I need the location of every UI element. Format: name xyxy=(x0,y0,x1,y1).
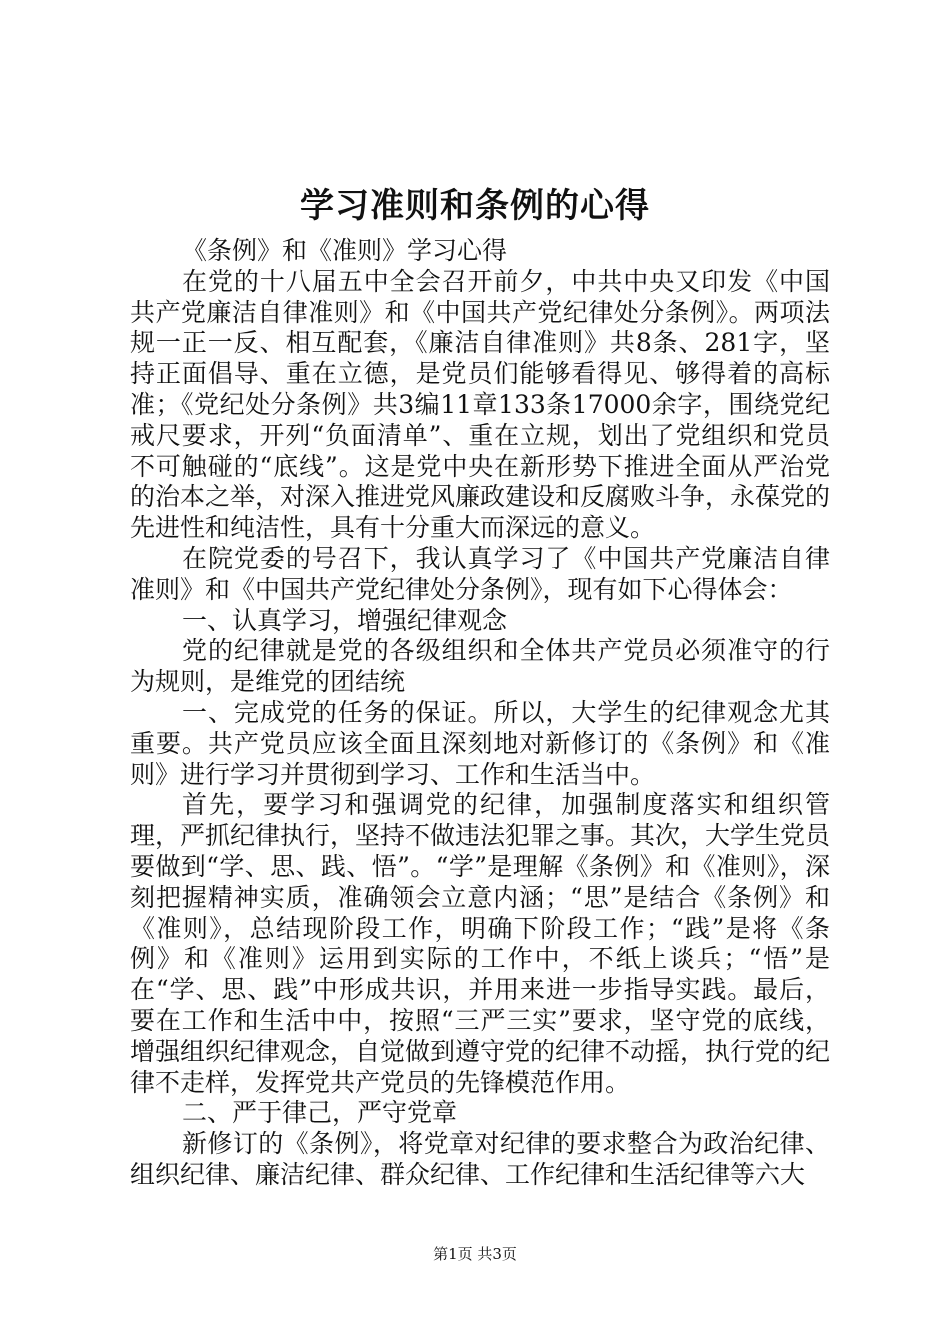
page-number: 第1页 共3页 xyxy=(433,1245,517,1263)
paragraph-guarantee: 一、完成党的任务的保证。所以，大学生的纪律观念尤其重要。共产党员应该全面且深刻地对新修订的《条例》和《准则》进行学习并贯彻到学习、工作和生活当中。 xyxy=(130,697,830,789)
paragraph-subtitle: 《条例》和《准则》学习心得 xyxy=(182,236,508,265)
document-body xyxy=(130,236,830,1191)
paragraph-discipline: 党的纪律就是党的各级组织和全体共产党员必须准守的行为规则，是维党的团结统 xyxy=(130,636,830,697)
section-heading-1: 一、认真学习，增强纪律观念 xyxy=(182,605,508,635)
paragraph-intro: 在党的十八届五中全会召开前夕，中共中央又印发《中国共产党廉洁自律准则》和《中国共产党纪律处分条例》。两项法规一正一反、相互配套，《廉洁自律准则》共8条、281字，坚持正面倡导、重在立德，是党员们能够看得见、够得着的高标准；《党纪处分条例》共3编11章133条17000余字，围绕党纪戒尺要求，开列“负面清单”、重在立规，划出了党组织和党员不可触碰的“底线”。这是党中央在新形势下推进全面从严治党的治本之举，对深入推进党风廉政建设和反腐败斗争，永葆党的先进性和纯洁性，具有十分重大而深远的意义。 xyxy=(130,266,831,543)
paragraph-revised: 新修订的《条例》，将党章对纪律的要求整合为政治纪律、组织纪律、廉洁纪律、群众纪律、工作纪律和生活纪律等六大 xyxy=(130,1129,830,1189)
paragraph-first-next: 首先，要学习和强调党的纪律，加强制度落实和组织管理，严抓纪律执行，坚持不做违法犯罪之事。其次，大学生党员要做到“学、思、践、悟”。“学”是理解《条例》和《准则》，深刻把握精神实质，准确领会立意内涵；“思”是结合《条例》和《准则》，总结现阶段工作，明确下阶段工作；“践”是将《条例》和《准则》运用到实际的工作中，不纸上谈兵；“悟”是在“学、思、践”中形成共识，并用来进一步指导实践。最后，要在工作和生活中中，按照“三严三实”要求，坚守党的底线，增强组织纪律观念，自觉做到遵守党的纪律不动摇，执行党的纪律不走样，发挥党共产党员的先锋模范作用。 xyxy=(130,790,831,1097)
section-heading-2: 二、严于律己，严守党章 xyxy=(182,1098,458,1128)
paragraph-response: 在院党委的号召下，我认真学习了《中国共产党廉洁自律准则》和《中国共产党纪律处分条例》，现有如下心得体会： xyxy=(130,543,830,604)
document-title: 学习准则和条例的心得 xyxy=(300,186,650,226)
